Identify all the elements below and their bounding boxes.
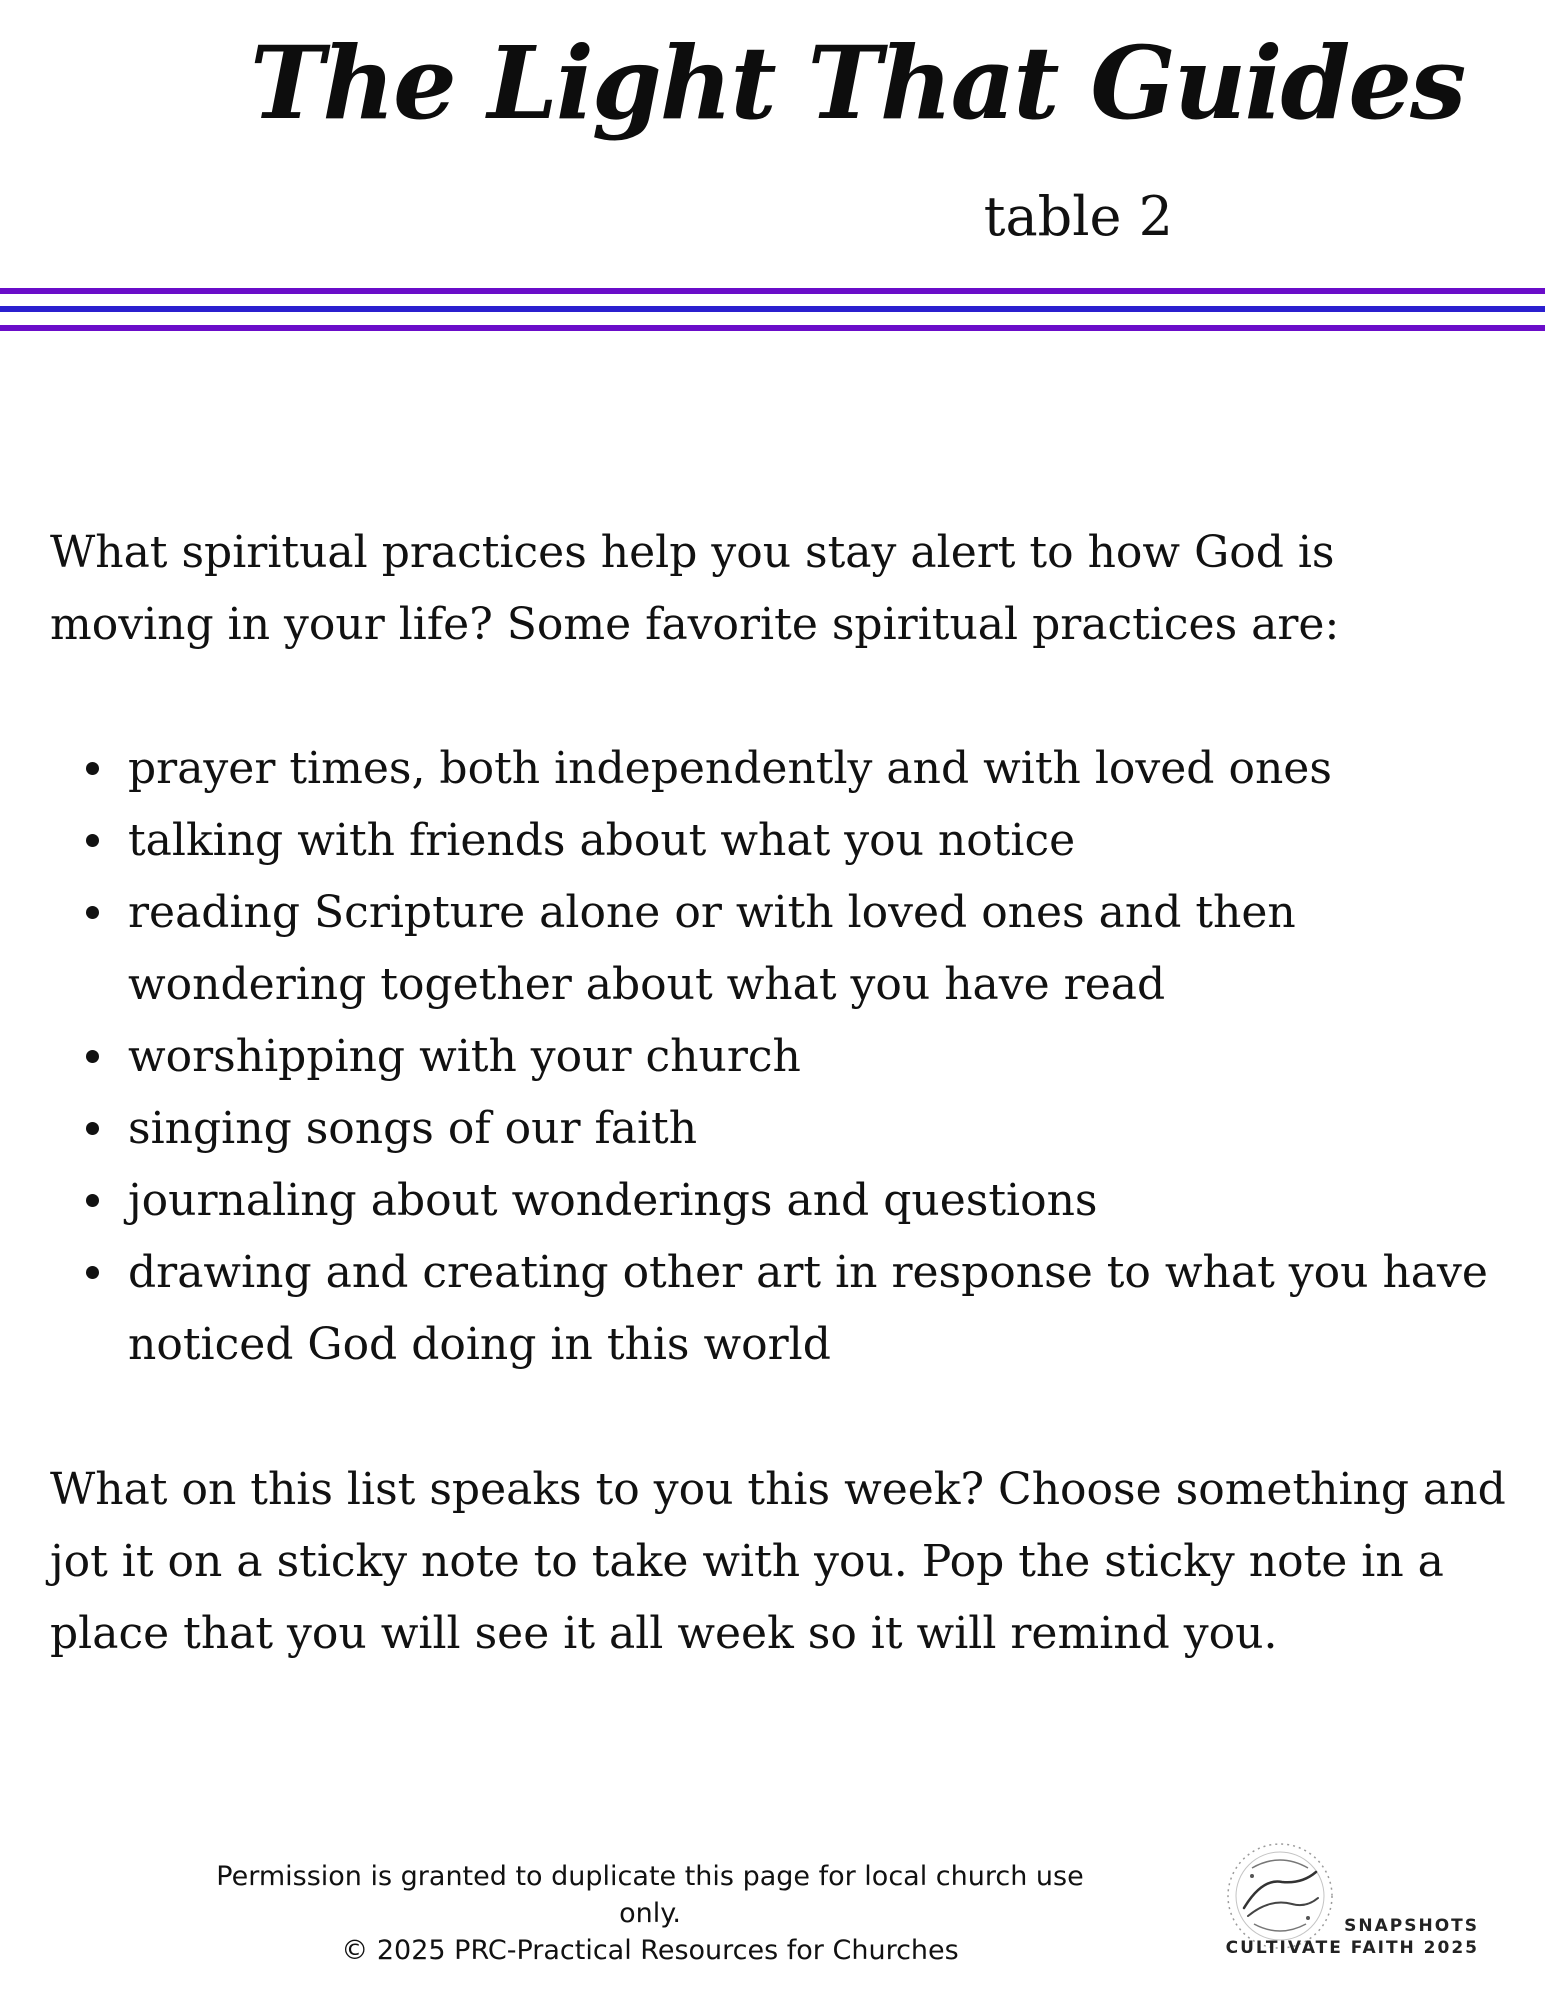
copyright-line: © 2025 PRC-Practical Resources for Churches [341, 1935, 959, 1966]
bullet-icon [86, 1050, 99, 1063]
header-rule-middle [0, 306, 1545, 312]
page-title: The Light That Guides [250, 24, 1465, 142]
list-item [50, 877, 1510, 1021]
list-item-text: prayer times, both independently and with loved ones [128, 743, 1332, 794]
bullet-icon [86, 906, 99, 919]
list-item-text: talking with friends about what you notice [128, 815, 1076, 866]
page-subtitle: table 2 [983, 185, 1173, 248]
permission-notice [200, 1858, 1100, 1969]
list-item-text: journaling about wonderings and questions [128, 1175, 1098, 1226]
list-item-text: drawing and creating other art in response to what you have noticed God doing in this world [128, 1247, 1488, 1370]
list-item-text: worshipping with your church [128, 1031, 801, 1082]
brand-series: SNAPSHOTS [1344, 1916, 1479, 1936]
closing-paragraph: What on this list speaks to you this week? Choose something and jot it on a sticky note to take with you. Pop the sticky note in a place that you will see it all week so it will remind you. [50, 1464, 1506, 1659]
brand-label [1226, 1915, 1479, 1959]
bullet-icon [86, 1122, 99, 1135]
list-item-text: singing songs of our faith [128, 1103, 698, 1154]
bullet-icon [86, 762, 99, 775]
bullet-icon [86, 834, 99, 847]
header-rule-bottom [0, 325, 1545, 331]
header-rule-top [0, 288, 1545, 294]
bullet-icon [86, 1266, 99, 1279]
list-item [50, 1093, 1510, 1165]
intro-paragraph: What spiritual practices help you stay alert to how God is moving in your life? Some favorite spiritual practices are: [50, 527, 1340, 650]
list-item [50, 1021, 1510, 1093]
bullet-icon [86, 1194, 99, 1207]
brand-program: CULTIVATE FAITH 2025 [1225, 1938, 1479, 1958]
list-item [50, 733, 1510, 805]
practices-list [50, 733, 1510, 1381]
list-item [50, 805, 1510, 877]
list-item-text: reading Scripture alone or with loved ones and then wondering together about what you have read [128, 887, 1296, 1010]
permission-line: Permission is granted to duplicate this page for local church use only. [216, 1861, 1084, 1929]
list-item [50, 1165, 1510, 1237]
list-item [50, 1237, 1510, 1381]
